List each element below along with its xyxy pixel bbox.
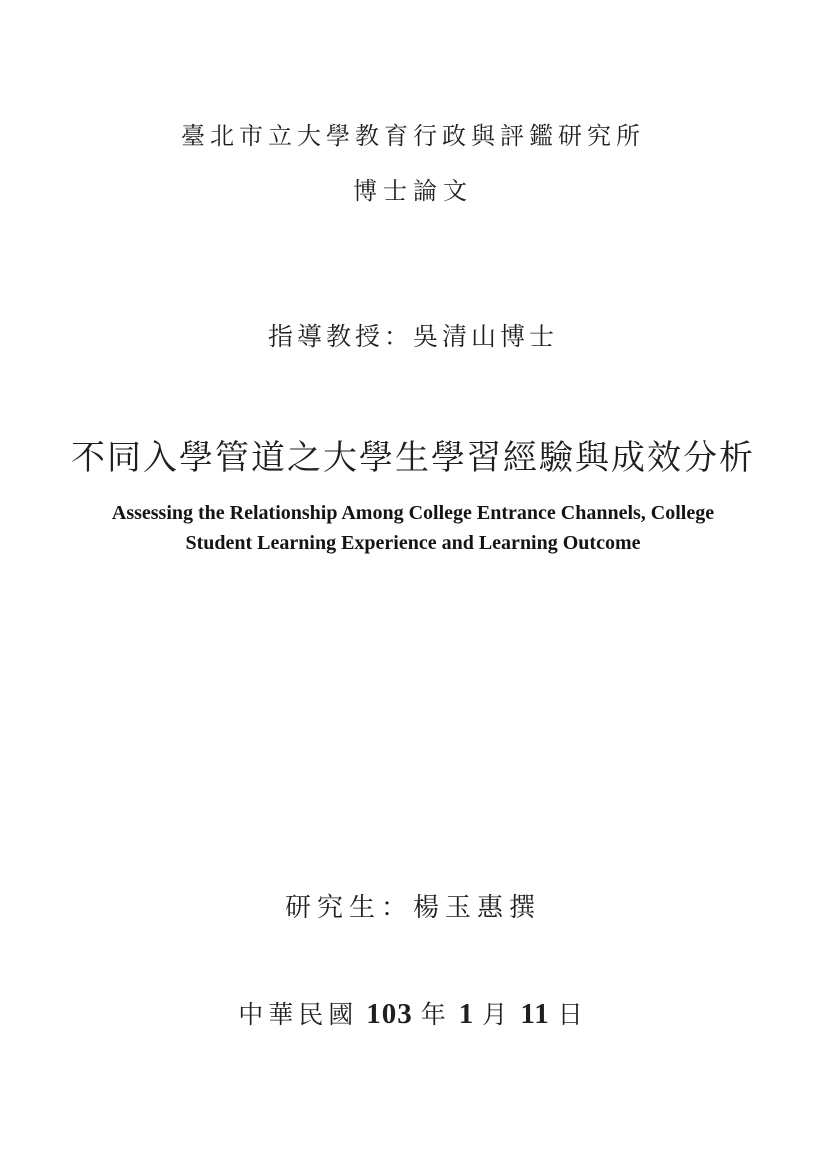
date-month-unit: 月 xyxy=(482,1002,513,1029)
institution-name: 臺北市立大學教育行政與評鑑研究所 xyxy=(181,124,645,150)
author-line: 研究生：楊玉惠撰 xyxy=(284,893,541,922)
degree-type: 博士論文 xyxy=(353,179,473,205)
date-era: 中華民國 xyxy=(238,1002,359,1029)
date-day-unit: 日 xyxy=(557,1002,588,1029)
thesis-title-english xyxy=(0,498,826,558)
advisor-line: 指導教授：吳清山博士 xyxy=(267,324,558,351)
thesis-title-english-line2: Student Learning Experience and Learning Outcome xyxy=(185,532,641,554)
thesis-title-chinese: 不同入學管道之大學生學習經驗與成效分析 xyxy=(71,440,755,477)
date-line xyxy=(0,995,826,1031)
date-day: 11 xyxy=(520,998,550,1030)
date-year-unit: 年 xyxy=(420,1002,451,1029)
thesis-title-english-line1: Assessing the Relationship Among College Entrance Channels, College xyxy=(111,502,715,524)
date-month: 1 xyxy=(458,998,475,1030)
date-year: 103 xyxy=(366,998,413,1030)
